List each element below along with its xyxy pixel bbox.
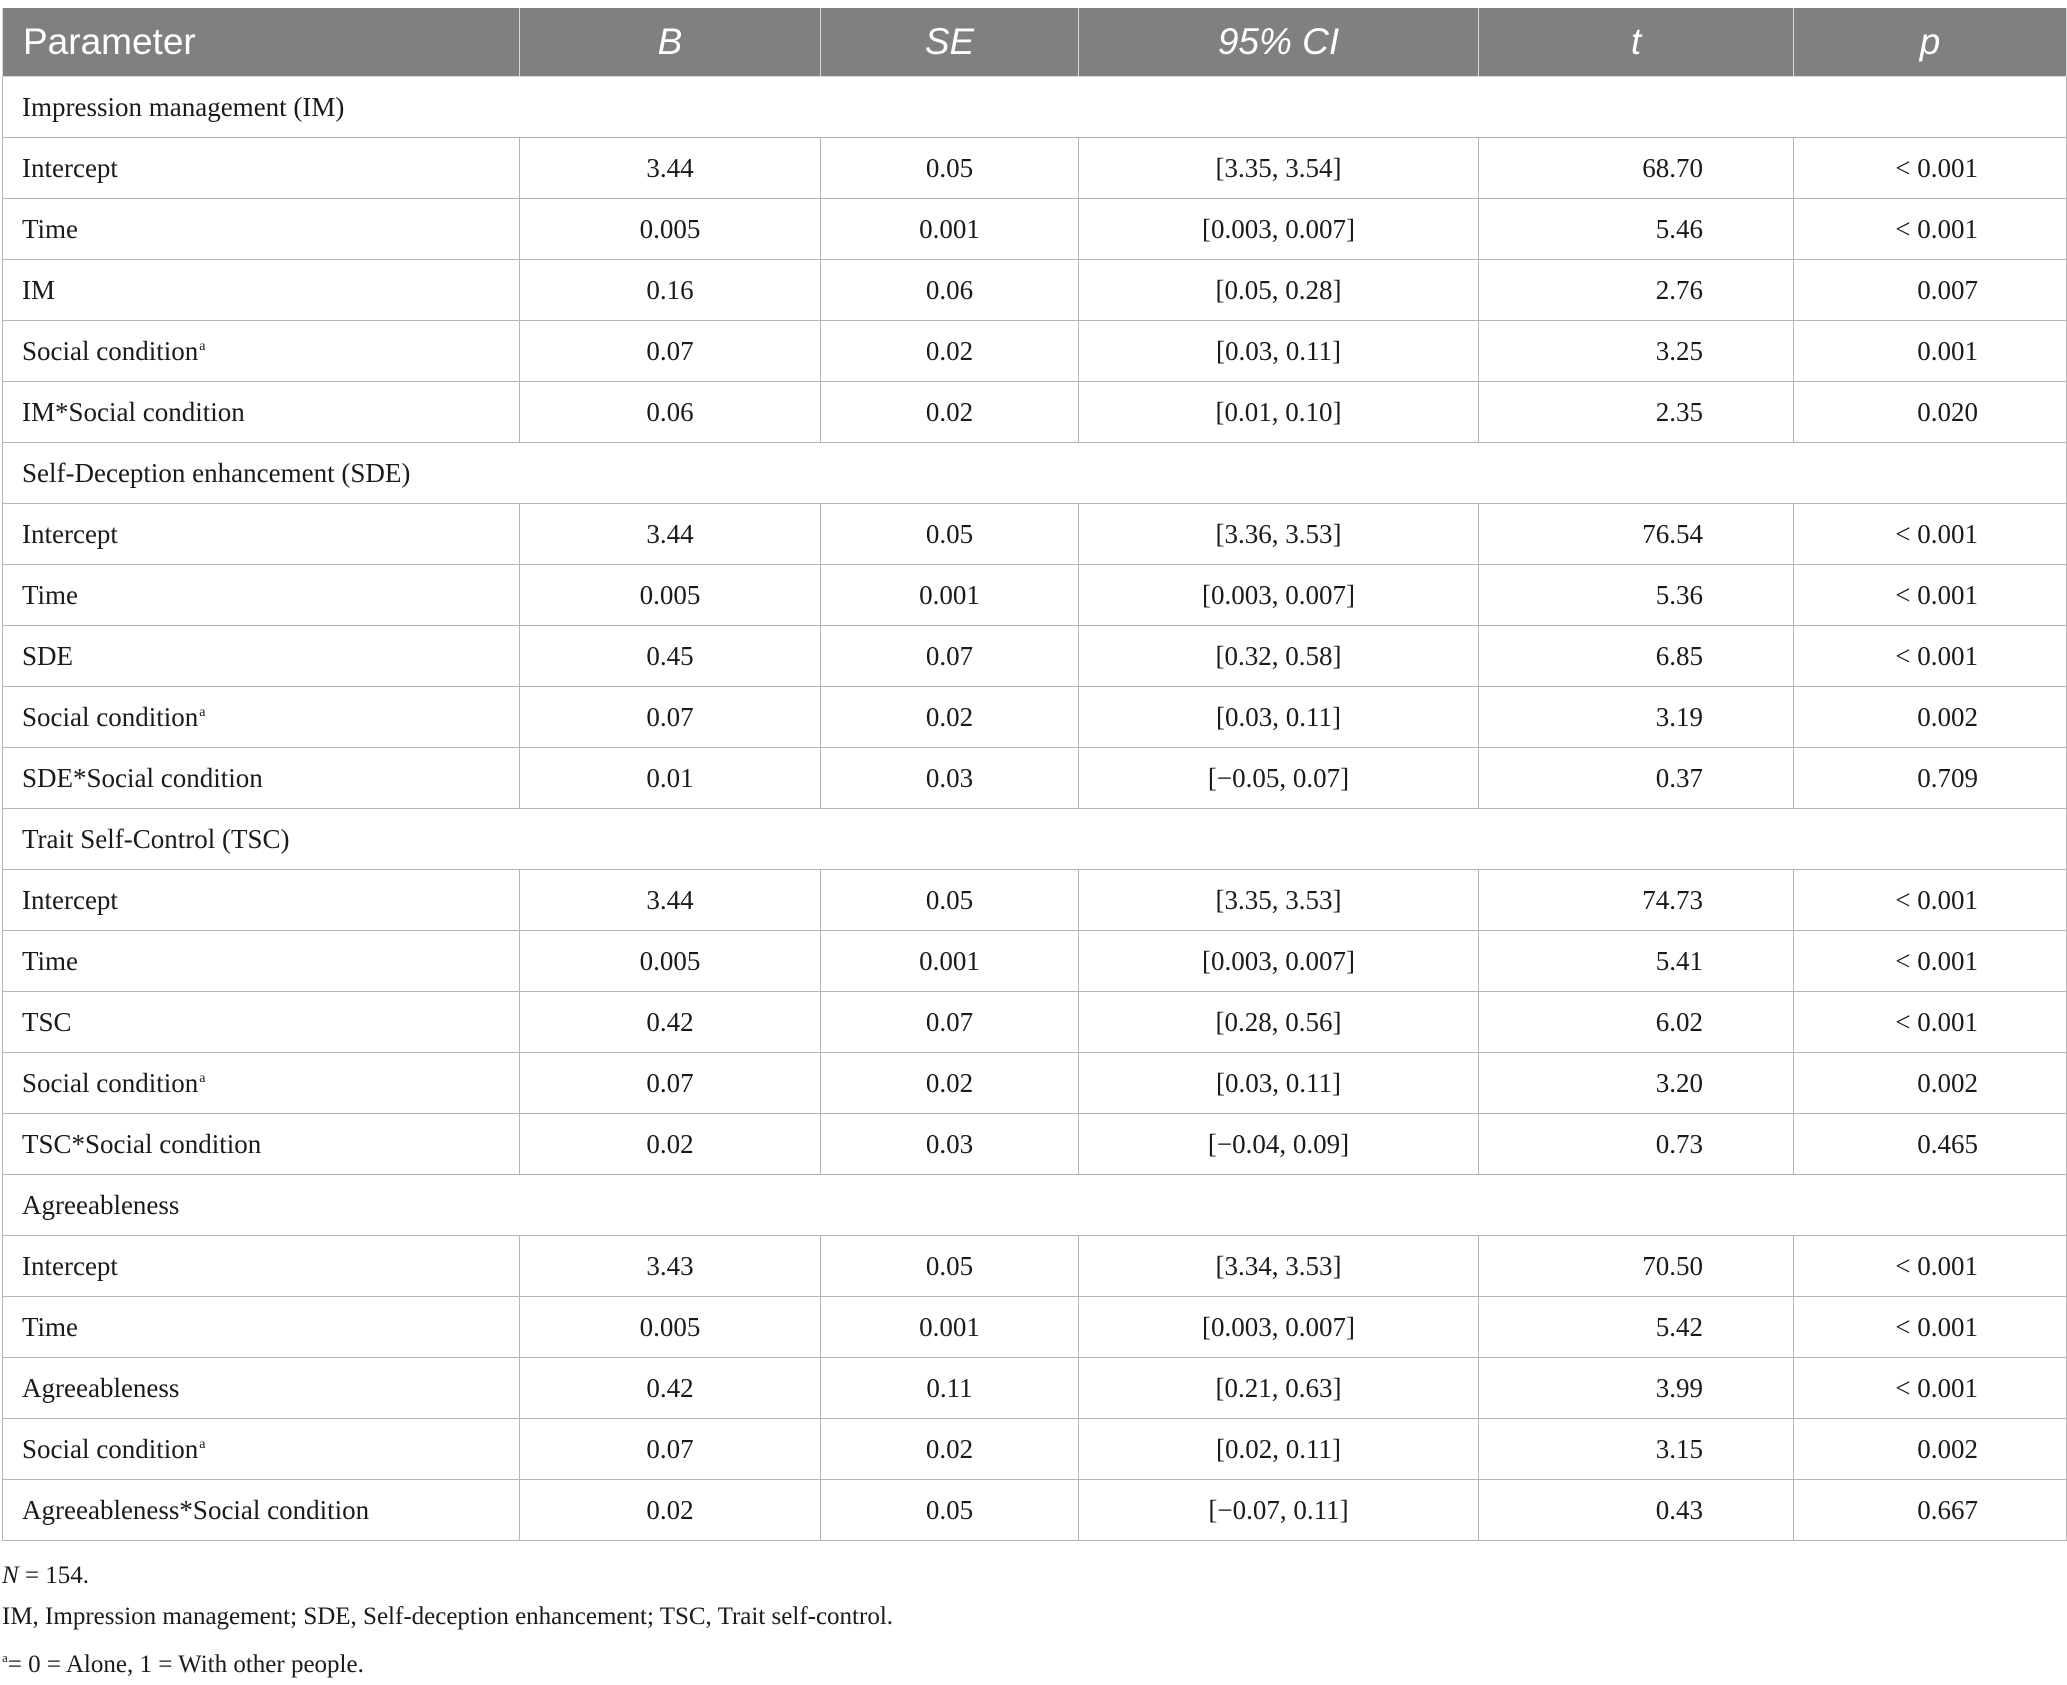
p-cell: 0.002: [1794, 687, 2067, 748]
table-header: [3, 8, 2067, 77]
ci-cell: [0.03, 0.11]: [1079, 321, 1479, 382]
se-cell: 0.02: [821, 1053, 1079, 1114]
se-cell: 0.001: [821, 199, 1079, 260]
section-row: [3, 809, 2067, 870]
p-cell: 0.002: [1794, 1419, 2067, 1480]
note-n-label: N: [2, 1562, 19, 1589]
se-cell: 0.05: [821, 1236, 1079, 1297]
p-cell: < 0.001: [1794, 1297, 2067, 1358]
parameter-cell: [3, 1480, 520, 1541]
table-row: [3, 138, 2067, 199]
table-row: [3, 1114, 2067, 1175]
p-cell: < 0.001: [1794, 931, 2067, 992]
p-cell: < 0.001: [1794, 870, 2067, 931]
ci-cell: [3.36, 3.53]: [1079, 504, 1479, 565]
ci-cell: [3.35, 3.54]: [1079, 138, 1479, 199]
parameter-cell: [3, 138, 520, 199]
note-sample-size: [2, 1555, 893, 1596]
b-cell: 0.16: [520, 260, 821, 321]
parameter-cell: [3, 626, 520, 687]
t-cell: 3.20: [1479, 1053, 1794, 1114]
header-p: p: [1794, 8, 2067, 77]
parameter-label: IM: [22, 274, 55, 305]
parameter-cell: [3, 1114, 520, 1175]
t-cell: 3.19: [1479, 687, 1794, 748]
p-cell: < 0.001: [1794, 138, 2067, 199]
table-notes: [2, 1555, 893, 1685]
p-cell: 0.709: [1794, 748, 2067, 809]
b-cell: 0.42: [520, 1358, 821, 1419]
parameter-label: Intercept: [22, 884, 118, 915]
parameter-cell: [3, 870, 520, 931]
table-row: [3, 992, 2067, 1053]
table-row: [3, 1236, 2067, 1297]
note-footnote-text: = 0 = Alone, 1 = With other people.: [7, 1651, 364, 1678]
se-cell: 0.11: [821, 1358, 1079, 1419]
se-cell: 0.03: [821, 1114, 1079, 1175]
footnote-marker: a: [199, 1436, 206, 1452]
t-cell: 76.54: [1479, 504, 1794, 565]
table-row: [3, 1419, 2067, 1480]
ci-cell: [0.28, 0.56]: [1079, 992, 1479, 1053]
ci-cell: [0.03, 0.11]: [1079, 687, 1479, 748]
parameter-label: TSC*Social condition: [22, 1128, 262, 1159]
b-cell: 0.07: [520, 321, 821, 382]
p-cell: < 0.001: [1794, 1236, 2067, 1297]
parameter-label: Intercept: [22, 152, 118, 183]
b-cell: 3.44: [520, 504, 821, 565]
b-cell: 0.005: [520, 931, 821, 992]
t-cell: 5.46: [1479, 199, 1794, 260]
header-ci: 95% CI: [1079, 8, 1479, 77]
table-row: [3, 1358, 2067, 1419]
table-row: [3, 1297, 2067, 1358]
ci-cell: [0.003, 0.007]: [1079, 565, 1479, 626]
ci-cell: [0.02, 0.11]: [1079, 1419, 1479, 1480]
parameter-label: TSC: [22, 1006, 72, 1037]
parameter-cell: [3, 199, 520, 260]
header-t: t: [1479, 8, 1794, 77]
p-cell: 0.002: [1794, 1053, 2067, 1114]
section-title: Impression management (IM): [3, 77, 2067, 138]
header-row: [3, 8, 2067, 77]
p-cell: 0.001: [1794, 321, 2067, 382]
ci-cell: [0.03, 0.11]: [1079, 1053, 1479, 1114]
b-cell: 3.43: [520, 1236, 821, 1297]
parameter-label: Social condition: [22, 1433, 199, 1464]
t-cell: 0.73: [1479, 1114, 1794, 1175]
ci-cell: [3.34, 3.53]: [1079, 1236, 1479, 1297]
b-cell: 0.005: [520, 1297, 821, 1358]
table-row: [3, 321, 2067, 382]
section-title: Self-Deception enhancement (SDE): [3, 443, 2067, 504]
se-cell: 0.06: [821, 260, 1079, 321]
parameter-label: Agreeableness*Social condition: [22, 1494, 370, 1525]
parameter-cell: [3, 321, 520, 382]
parameter-label: Social condition: [22, 335, 199, 366]
parameter-cell: [3, 748, 520, 809]
table-row: [3, 626, 2067, 687]
p-cell: < 0.001: [1794, 992, 2067, 1053]
t-cell: 70.50: [1479, 1236, 1794, 1297]
t-cell: 3.99: [1479, 1358, 1794, 1419]
b-cell: 0.005: [520, 199, 821, 260]
table-row: [3, 1053, 2067, 1114]
note-abbreviations: IM, Impression management; SDE, Self-deception enhancement; TSC, Trait self-control.: [2, 1603, 894, 1630]
table-row: [3, 382, 2067, 443]
ci-cell: [−0.04, 0.09]: [1079, 1114, 1479, 1175]
se-cell: 0.07: [821, 992, 1079, 1053]
table-row: [3, 687, 2067, 748]
se-cell: 0.03: [821, 748, 1079, 809]
se-cell: 0.02: [821, 382, 1079, 443]
se-cell: 0.05: [821, 504, 1079, 565]
p-cell: < 0.001: [1794, 504, 2067, 565]
b-cell: 0.02: [520, 1480, 821, 1541]
parameter-cell: [3, 687, 520, 748]
se-cell: 0.02: [821, 1419, 1079, 1480]
ci-cell: [0.21, 0.63]: [1079, 1358, 1479, 1419]
se-cell: 0.05: [821, 1480, 1079, 1541]
p-cell: 0.007: [1794, 260, 2067, 321]
table-row: [3, 748, 2067, 809]
p-cell: < 0.001: [1794, 626, 2067, 687]
t-cell: 0.37: [1479, 748, 1794, 809]
section-title: Agreeableness: [3, 1175, 2067, 1236]
parameter-label: Social condition: [22, 1067, 199, 1098]
table-container: [2, 8, 2066, 1541]
regression-table: [2, 8, 2067, 1541]
parameter-label: Agreeableness: [22, 1372, 180, 1403]
parameter-cell: [3, 931, 520, 992]
parameter-cell: [3, 260, 520, 321]
ci-cell: [0.003, 0.007]: [1079, 1297, 1479, 1358]
se-cell: 0.001: [821, 1297, 1079, 1358]
ci-cell: [3.35, 3.53]: [1079, 870, 1479, 931]
table-row: [3, 931, 2067, 992]
b-cell: 0.005: [520, 565, 821, 626]
b-cell: 0.02: [520, 1114, 821, 1175]
ci-cell: [−0.07, 0.11]: [1079, 1480, 1479, 1541]
parameter-label: SDE*Social condition: [22, 762, 263, 793]
parameter-cell: [3, 1236, 520, 1297]
ci-cell: [0.01, 0.10]: [1079, 382, 1479, 443]
t-cell: 68.70: [1479, 138, 1794, 199]
b-cell: 0.07: [520, 1053, 821, 1114]
parameter-label: Social condition: [22, 701, 199, 732]
t-cell: 74.73: [1479, 870, 1794, 931]
header-b: B: [520, 8, 821, 77]
section-row: [3, 77, 2067, 138]
p-cell: < 0.001: [1794, 1358, 2067, 1419]
section-row: [3, 1175, 2067, 1236]
b-cell: 0.42: [520, 992, 821, 1053]
b-cell: 0.06: [520, 382, 821, 443]
parameter-cell: [3, 992, 520, 1053]
ci-cell: [0.32, 0.58]: [1079, 626, 1479, 687]
se-cell: 0.05: [821, 138, 1079, 199]
table-body: [3, 77, 2067, 1541]
b-cell: 0.01: [520, 748, 821, 809]
t-cell: 5.42: [1479, 1297, 1794, 1358]
t-cell: 5.41: [1479, 931, 1794, 992]
t-cell: 0.43: [1479, 1480, 1794, 1541]
se-cell: 0.02: [821, 687, 1079, 748]
note-footnote: [2, 1637, 893, 1685]
b-cell: 0.45: [520, 626, 821, 687]
t-cell: 6.02: [1479, 992, 1794, 1053]
parameter-label: Intercept: [22, 1250, 118, 1281]
parameter-cell: [3, 504, 520, 565]
note-footnote-mark: a: [2, 1650, 8, 1665]
se-cell: 0.05: [821, 870, 1079, 931]
ci-cell: [0.05, 0.28]: [1079, 260, 1479, 321]
b-cell: 0.07: [520, 1419, 821, 1480]
t-cell: 5.36: [1479, 565, 1794, 626]
parameter-cell: [3, 1053, 520, 1114]
table-row: [3, 1480, 2067, 1541]
se-cell: 0.07: [821, 626, 1079, 687]
header-parameter: Parameter: [3, 8, 520, 77]
p-cell: < 0.001: [1794, 199, 2067, 260]
note-n-value: = 154.: [18, 1562, 90, 1589]
header-se: SE: [821, 8, 1079, 77]
parameter-cell: [3, 382, 520, 443]
parameter-label: Time: [22, 579, 79, 610]
section-row: [3, 443, 2067, 504]
b-cell: 3.44: [520, 138, 821, 199]
ci-cell: [−0.05, 0.07]: [1079, 748, 1479, 809]
ci-cell: [0.003, 0.007]: [1079, 199, 1479, 260]
t-cell: 6.85: [1479, 626, 1794, 687]
se-cell: 0.001: [821, 565, 1079, 626]
table-row: [3, 260, 2067, 321]
b-cell: 3.44: [520, 870, 821, 931]
parameter-label: IM*Social condition: [22, 396, 245, 427]
p-cell: 0.667: [1794, 1480, 2067, 1541]
p-cell: < 0.001: [1794, 565, 2067, 626]
footnote-marker: a: [199, 338, 206, 354]
p-cell: 0.465: [1794, 1114, 2067, 1175]
se-cell: 0.02: [821, 321, 1079, 382]
parameter-cell: [3, 565, 520, 626]
parameter-cell: [3, 1358, 520, 1419]
parameter-cell: [3, 1419, 520, 1480]
footnote-marker: a: [199, 704, 206, 720]
se-cell: 0.001: [821, 931, 1079, 992]
footnote-marker: a: [199, 1070, 206, 1086]
t-cell: 2.76: [1479, 260, 1794, 321]
section-title: Trait Self-Control (TSC): [3, 809, 2067, 870]
table-row: [3, 504, 2067, 565]
parameter-label: Time: [22, 945, 79, 976]
t-cell: 2.35: [1479, 382, 1794, 443]
parameter-label: Intercept: [22, 518, 118, 549]
parameter-cell: [3, 1297, 520, 1358]
parameter-label: Time: [22, 1311, 79, 1342]
parameter-label: Time: [22, 213, 79, 244]
parameter-label: SDE: [22, 640, 74, 671]
table-row: [3, 199, 2067, 260]
p-cell: 0.020: [1794, 382, 2067, 443]
ci-cell: [0.003, 0.007]: [1079, 931, 1479, 992]
t-cell: 3.25: [1479, 321, 1794, 382]
b-cell: 0.07: [520, 687, 821, 748]
t-cell: 3.15: [1479, 1419, 1794, 1480]
table-row: [3, 870, 2067, 931]
table-row: [3, 565, 2067, 626]
